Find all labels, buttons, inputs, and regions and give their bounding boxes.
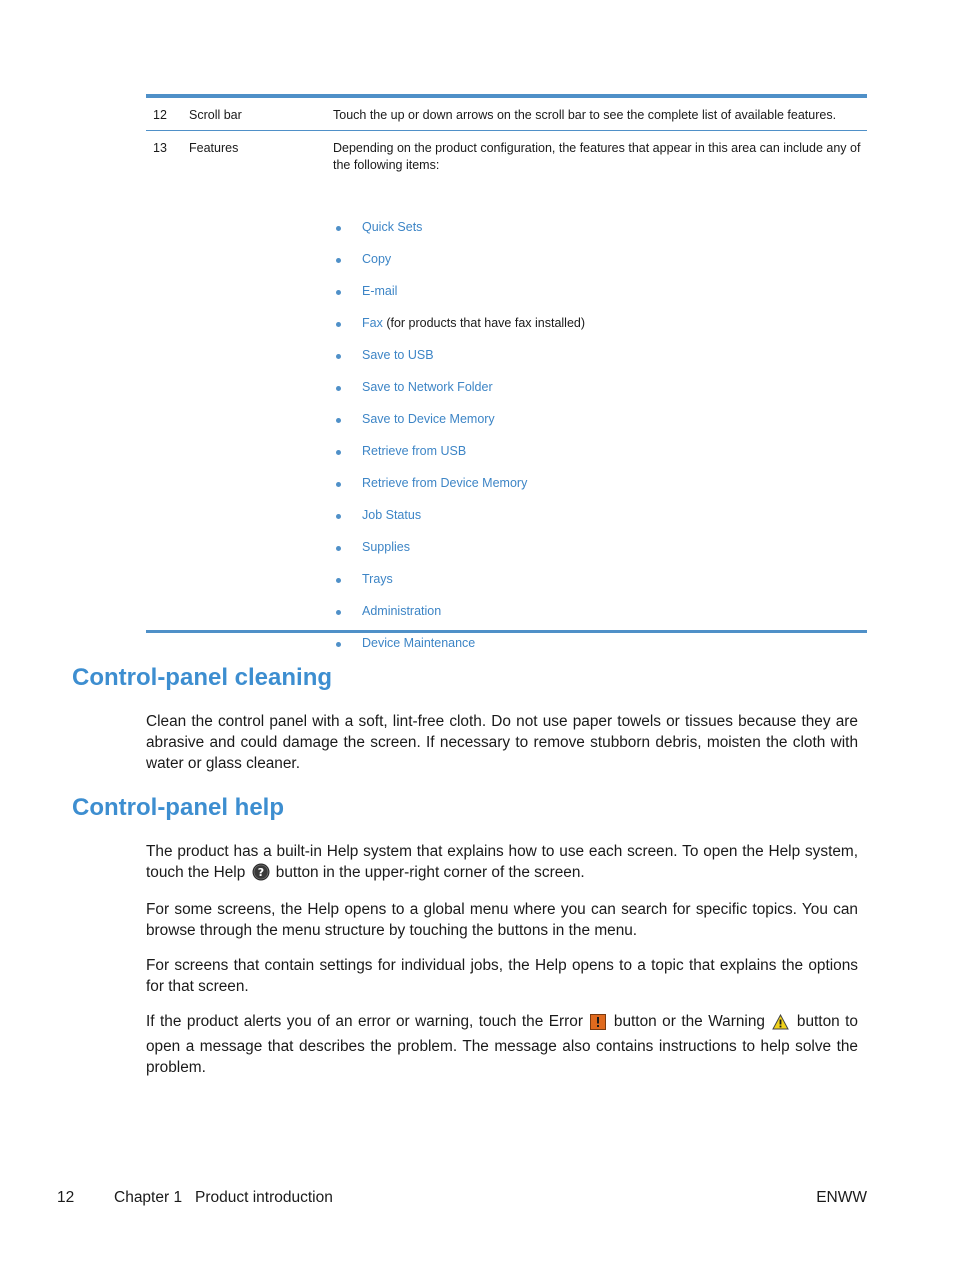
feature-link[interactable]: Quick Sets (362, 220, 423, 234)
section-heading-help: Control-panel help (72, 794, 284, 821)
help-text: button to open a message that describes the problem. The message also contains instructions to help solve the problem. (146, 1013, 858, 1076)
feature-link[interactable]: Supplies (362, 540, 410, 554)
list-item (333, 443, 585, 475)
list-item (333, 347, 585, 379)
row-number: 12 (153, 108, 167, 122)
list-item (333, 507, 585, 539)
list-item (333, 411, 585, 443)
row-description: Touch the up or down arrows on the scroll bar to see the complete list of available features. (333, 108, 837, 122)
feature-link[interactable]: Job Status (362, 508, 422, 522)
table-row (146, 131, 867, 650)
help-text: button or the Warning (608, 1013, 771, 1030)
feature-link[interactable]: Copy (362, 252, 392, 266)
list-item (333, 571, 585, 603)
feature-link[interactable]: Retrieve from Device Memory (362, 476, 528, 490)
feature-link[interactable]: Save to Network Folder (362, 380, 493, 394)
help-paragraph-3: For screens that contain settings for individual jobs, the Help opens to a topic that explains the options for that screen. (146, 957, 858, 995)
feature-link[interactable]: Trays (362, 572, 393, 586)
list-item (333, 219, 585, 251)
table-row (146, 98, 867, 131)
section-heading-cleaning: Control-panel cleaning (72, 664, 333, 691)
features-list (333, 219, 585, 667)
cleaning-paragraph: Clean the control panel with a soft, lint-free cloth. Do not use paper towels or tissues because they are abrasive and could damage the screen. If necessary to remove stubborn debris, moisten the cloth with water or glass cleaner. (146, 713, 858, 772)
row-name: Scroll bar (189, 108, 242, 122)
list-item (333, 635, 585, 667)
list-item (333, 379, 585, 411)
help-text: button in the upper-right corner of the screen. (271, 864, 585, 881)
list-item (333, 251, 585, 283)
feature-link[interactable]: Retrieve from USB (362, 444, 467, 458)
svg-text:?: ? (257, 866, 264, 880)
row-name: Features (189, 141, 239, 155)
feature-note: (for products that have fax installed) (382, 316, 586, 330)
feature-link[interactable]: Administration (362, 604, 442, 618)
feature-link[interactable]: Fax (362, 316, 383, 330)
help-paragraph-4 (146, 1011, 858, 1078)
feature-link[interactable]: Save to USB (362, 348, 434, 362)
warning-triangle-icon (772, 1014, 789, 1036)
row-number: 13 (153, 141, 167, 155)
help-paragraph-1 (146, 841, 858, 887)
list-item (333, 475, 585, 507)
list-item (333, 315, 585, 347)
list-item (333, 539, 585, 571)
chapter-title: Chapter 1 Product introduction (114, 1189, 333, 1206)
footer-right-label: ENWW (816, 1189, 867, 1206)
help-paragraph-2: For some screens, the Help opens to a global menu where you can search for specific topics. You can browse through the menu structure by touching the buttons in the menu. (146, 901, 858, 939)
row-description: Depending on the product configuration, the features that appear in this area can include any of the following items: (333, 141, 861, 172)
feature-link[interactable]: Save to Device Memory (362, 412, 495, 426)
help-text: The product has a built-in Help system that explains how to use each screen. To open the Help system, touch the Help (146, 843, 858, 881)
feature-link[interactable]: Device Maintenance (362, 636, 476, 650)
list-item (333, 603, 585, 635)
help-question-icon (252, 863, 270, 887)
page-number: 12 (57, 1189, 75, 1206)
list-item (333, 283, 585, 315)
help-text: If the product alerts you of an error or warning, touch the Error (146, 1013, 589, 1030)
feature-link[interactable]: E-mail (362, 284, 398, 298)
features-table (146, 94, 867, 650)
error-exclamation-icon (590, 1014, 606, 1036)
